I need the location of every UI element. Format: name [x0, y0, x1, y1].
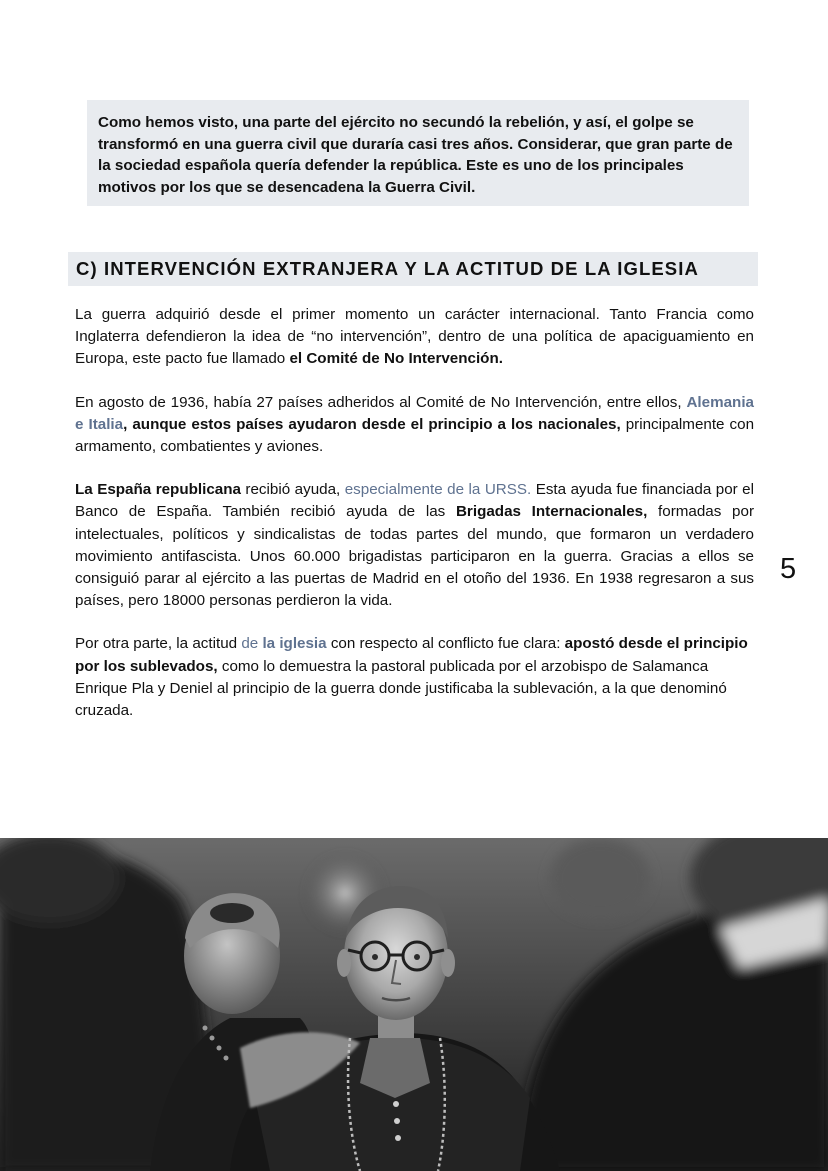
historical-photo — [0, 838, 828, 1171]
p2-bold: , aunque estos países ayudaron desde el principio a los nacionales, — [123, 415, 621, 433]
p4-text3: como lo demuestra la pastoral publicada por el arzobispo de Salamanca Enrique Pla y Deniel al principio de la guerra donde justificaba la sublevación, a la que denominó cruzada. — [75, 657, 727, 720]
p3-text3: formadas por intelectuales, políticos y sindicalistas de todas partes del mundo, que formaron un verdadero movimiento antifascista. Unos 60.000 brigadistas participaron en la guerra. Gracias a ellos se consiguió parar al ejército a las puertas de Madrid en el otoño del 1936. En 1938 regresaron a sus países, pero 18000 personas perdieron la vida. — [75, 503, 754, 610]
p3-highlight: especialmente de la URSS. — [344, 481, 532, 499]
p4-text1: Por otra parte, la actitud — [75, 635, 242, 653]
p2-text2: principalmente con armamento, combatientes y aviones. — [75, 415, 755, 456]
p3-bold2: Brigadas Internacionales, — [455, 503, 648, 521]
page-number: 5 — [780, 553, 797, 585]
section-heading: C) INTERVENCIÓN EXTRANJERA Y LA ACTITUD DE LA IGLESIA — [68, 252, 758, 286]
p4-text2: con respecto al conflicto fue clara: — [326, 635, 565, 653]
section-body — [75, 304, 754, 743]
p2-highlight: Alemania e Italia — [75, 393, 754, 433]
p2-text1: En agosto de 1936, había 27 países adheridos al Comité de No Intervención, entre ellos, — [75, 393, 687, 411]
p4-highlight2: la iglesia — [262, 635, 327, 653]
paragraph-ayuda-republicana — [75, 479, 754, 612]
paragraph-no-intervencion — [75, 304, 754, 371]
paragraph-actitud-iglesia — [75, 633, 754, 722]
p3-text1: recibió ayuda, — [240, 481, 345, 499]
p4-bold: apostó desde el principio por los sublevados, — [75, 635, 748, 675]
p1-text: La guerra adquirió desde el primer momento un carácter internacional. Tanto Francia como Inglaterra defendieron la idea de “no intervención”, dentro de una política de apaciguamiento en Europa, este pacto fue llamado — [75, 306, 754, 368]
p1-bold: el Comité de No Intervención. — [289, 350, 503, 368]
p4-highlight1: de — [241, 635, 263, 653]
clergy-photo-illustration — [0, 838, 828, 1171]
paragraph-paises-adheridos — [75, 392, 754, 459]
p3-text2: Esta ayuda fue financiada por el Banco de España. También recibió ayuda de las — [75, 481, 754, 521]
summary-callout — [87, 100, 749, 206]
callout-text: Como hemos visto, una parte del ejército no secundó la rebelión, y así, el golpe se transformó en una guerra civil que duraría casi tres años. Considerar, que gran parte de la sociedad española quería defender la república. Este es uno de los principales motivos por los que se desencadena la Guerra Civil. — [98, 114, 733, 196]
p3-bold1: La España republicana — [75, 481, 241, 499]
